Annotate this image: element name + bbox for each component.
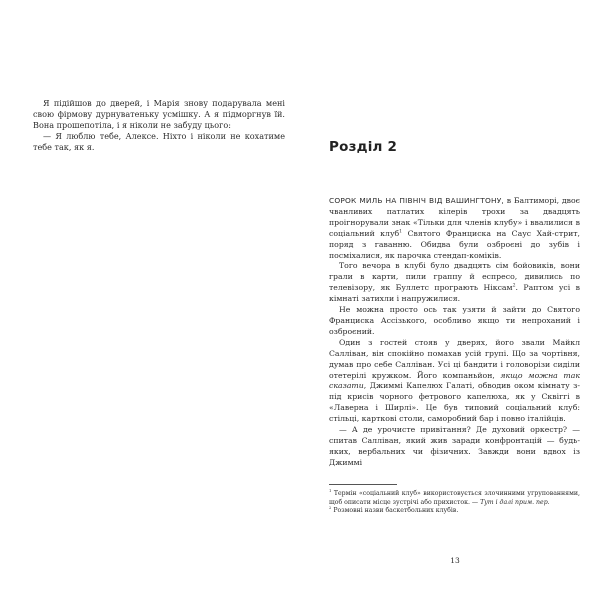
paragraph-3: Не можна просто ось так узяти й зайти до Святого Франциска Ассізького, особливо якщо ти непроханий і озброєний. bbox=[329, 305, 580, 336]
footnote-1-text: Термін «соціальний клуб» використовується злочинними угрупованнями, щоб описати місце зустрічі або прихисток. — bbox=[329, 490, 580, 506]
paragraph-2 bbox=[329, 261, 580, 305]
footnote-2-text: Розмовні назви баскетбольних клубів. bbox=[331, 507, 459, 515]
footnote-divider bbox=[329, 484, 397, 485]
paragraph-4-italic: якщо можна так сказати bbox=[329, 370, 580, 391]
paragraph-4-text-b: , Джиммі Капелюх Галаті, обводив оком кімнату з-під крисів чорного фетрового капелюха, як у Сквіггі в «Лаверна і Ширлі». Це був типовий соціальний клуб: стільці, карткові столи, саморобний бар і повно італійців. bbox=[329, 381, 580, 424]
footnote-2 bbox=[329, 507, 580, 516]
paragraph-2-text-b: . Раптом усі в кімнаті затихли і напружилися. bbox=[329, 283, 580, 304]
left-paragraph-1: Я підійшов до дверей, і Марія знову подарувала мені свою фірмову дурнуватеньку усмішку. А я підморгнув їй. Вона прошепотіла, і я ніколи не забуду цього: bbox=[33, 98, 285, 130]
left-paragraph-2: — Я люблю тебе, Алексе. Ніхто і ніколи не кохатиме тебе так, як я. bbox=[33, 131, 285, 152]
footnote-1-note: Тут і далі прим. пер. bbox=[480, 498, 550, 506]
left-page-text bbox=[33, 98, 285, 153]
footnote-ref-1: 1 bbox=[399, 229, 403, 235]
right-page-text bbox=[329, 196, 580, 469]
footnote-1 bbox=[329, 490, 580, 507]
paragraph-4-text-a: Один з гостей стояв у дверях, його звали Майкл Салліван, він спокійно помахав усій групі. Що за чортівня, думав про себе Салліван. Усі ці бандити і головорізи сиділи отетерілі кружком. Його компаньйон, bbox=[329, 337, 580, 380]
paragraph-4 bbox=[329, 338, 580, 425]
paragraph-2-text-a: Того вечора в клубі було двадцять сім бойовиків, вони грали в карти, пили граппу й еспресо, дивились по телевізору, як Буллетс програють Ніксам bbox=[329, 261, 580, 293]
opening-paragraph bbox=[329, 196, 580, 261]
footnote-1-mark: 1 bbox=[329, 488, 332, 493]
opening-text-a: в Балтиморі, двоє чванливих патлатих кілерів трохи за двадцять проігнорували знак «Тільки для членів клубу» і ввалилися в соціальний клуб bbox=[329, 196, 581, 238]
page-number: 13 bbox=[450, 556, 460, 565]
footnote-2-mark: 2 bbox=[329, 506, 332, 511]
footnotes bbox=[329, 490, 580, 516]
opening-small-caps: СОРОК МИЛЬ НА ПІВНІЧ ВІД ВАШИНГТОНУ, bbox=[329, 196, 504, 205]
chapter-title: Розділ 2 bbox=[329, 139, 398, 155]
opening-text-b: Святого Франциска на Саус Хай-стрит, поряд з гаванню. Обидва були озброєні до зубів і посміхалися, як парочка стендап-коміків. bbox=[329, 228, 580, 260]
footnote-ref-2: 2 bbox=[512, 283, 516, 289]
paragraph-5: — А де урочисте привітання? Де духовий оркестр? — спитав Салліван, який жив заради конфронтацій — будь-яких, вербальних чи фізичних. Завжди вони вдвох із Джиммі bbox=[329, 425, 580, 467]
